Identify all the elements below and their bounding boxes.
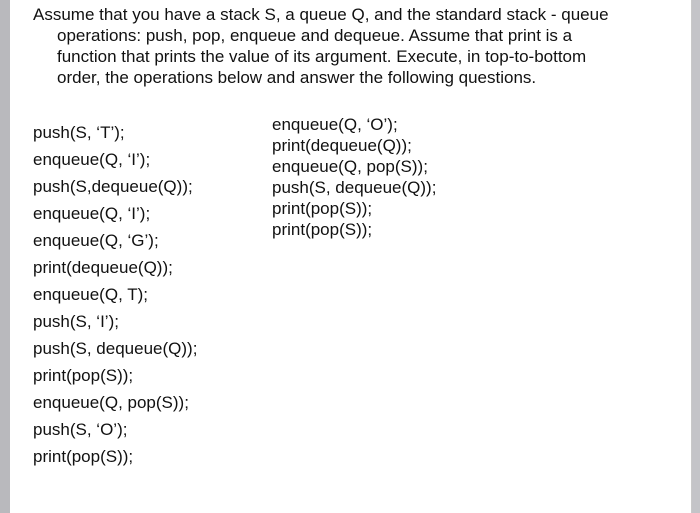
left-border <box>0 0 10 513</box>
operation-line: enqueue(Q, ‘I’); <box>33 204 151 223</box>
operations-right-column <box>272 114 436 240</box>
right-border <box>692 0 700 513</box>
operation-line: enqueue(Q, ‘O’); <box>272 115 398 134</box>
operation-line: push(S,dequeue(Q)); <box>33 177 193 196</box>
operation-line: print(pop(S)); <box>33 447 134 466</box>
operation-line: print(dequeue(Q)); <box>272 136 412 155</box>
operations-left-column <box>33 119 197 470</box>
operation-line: push(S, dequeue(Q)); <box>33 339 198 358</box>
question-line: function that prints the value of its argument. Execute, in top-to-bottom <box>57 47 587 66</box>
operation-line: print(pop(S)); <box>33 366 134 385</box>
question-line: operations: push, pop, enqueue and dequeue. Assume that print is a <box>57 26 573 45</box>
question-line: order, the operations below and answer the following questions. <box>57 68 537 87</box>
operation-line: enqueue(Q, pop(S)); <box>33 393 189 412</box>
operation-line: push(S, ‘O’); <box>33 420 128 439</box>
operation-line: push(S, ‘I’); <box>33 312 119 331</box>
question-text <box>33 4 643 88</box>
operation-line: enqueue(Q, ‘I’); <box>33 150 151 169</box>
operation-line: print(pop(S)); <box>272 220 373 239</box>
operation-line: push(S, ‘T’); <box>33 123 125 142</box>
operation-line: enqueue(Q, pop(S)); <box>272 157 428 176</box>
operation-line: print(dequeue(Q)); <box>33 258 173 277</box>
operation-line: enqueue(Q, T); <box>33 285 148 304</box>
operation-line: enqueue(Q, ‘G’); <box>33 231 159 250</box>
question-line: Assume that you have a stack S, a queue Q, and the standard stack - queue <box>33 5 609 24</box>
operation-line: push(S, dequeue(Q)); <box>272 178 437 197</box>
operation-line: print(pop(S)); <box>272 199 373 218</box>
